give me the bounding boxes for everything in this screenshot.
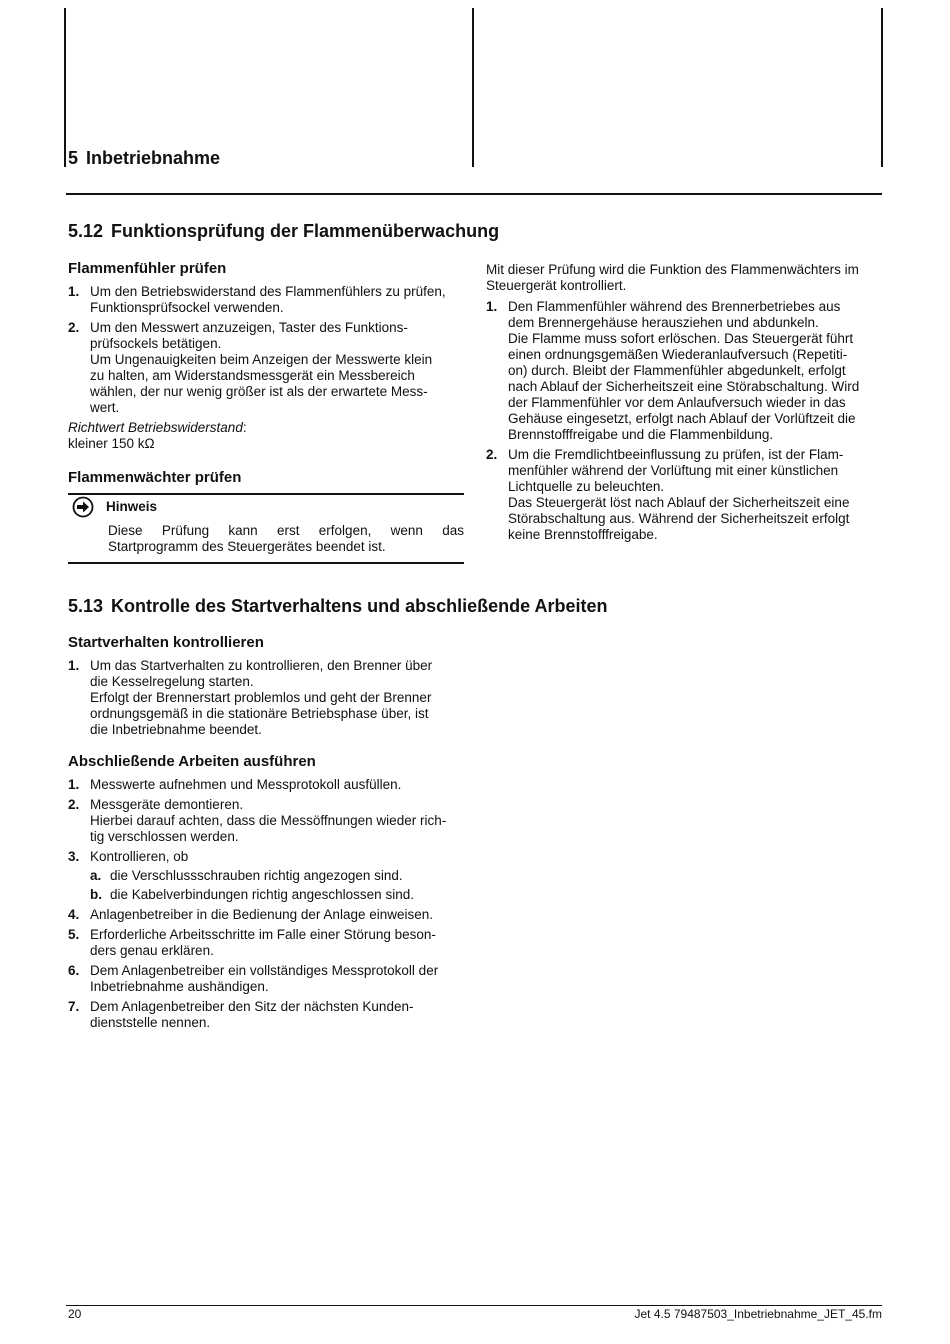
text-line: dem Brennergehäuse herausziehen und abdunkeln. xyxy=(508,315,819,330)
notice-title: Hinweis xyxy=(106,499,158,514)
text-line: Um das Startverhalten zu kontrollieren, den Brenner über xyxy=(90,658,433,673)
text-line: einen ordnungsgemäßen Wiederanlaufversuch (Repetiti- xyxy=(508,347,848,362)
step-number: 6. xyxy=(68,963,80,978)
reference-label: Richtwert Betriebswiderstand xyxy=(68,420,243,435)
page-number: 20 xyxy=(68,1307,82,1321)
section-512-right-column xyxy=(486,262,882,547)
chapter-number: 5 xyxy=(68,148,79,168)
step-number: 5. xyxy=(68,927,80,942)
step-number: 1. xyxy=(68,284,80,299)
step-number: 3. xyxy=(68,849,80,864)
list-item xyxy=(68,797,468,845)
list-item xyxy=(68,777,468,793)
header-frame-line-right xyxy=(881,8,883,167)
text-line: tig verschlossen werden. xyxy=(90,829,239,844)
document-reference: Jet 4.5 79487503_Inbetriebnahme_JET_45.fm xyxy=(634,1307,882,1321)
text-line: dienststelle nennen. xyxy=(90,1015,211,1030)
sub-list xyxy=(90,868,468,903)
text-line: die Kesselregelung starten. xyxy=(90,674,254,689)
text-line: Lichtquelle zu beleuchten. xyxy=(508,479,665,494)
step-number: 7. xyxy=(68,999,80,1014)
section-512-title-text: Funktionsprüfung der Flammenüberwachung xyxy=(111,221,500,241)
list-item xyxy=(68,284,464,316)
flame-sensor-heading: Flammenfühler prüfen xyxy=(68,260,227,277)
text-line: Kontrollieren, ob xyxy=(90,849,189,864)
notice-text: Diese Prüfung kann erst erfolgen, wenn das Startprogramm des Steuergerätes beendet ist. xyxy=(108,523,464,554)
start-behaviour-steps xyxy=(68,658,468,738)
flame-sensor-steps xyxy=(68,284,464,416)
text-line: der Flammenfühler vor dem Anlaufversuch wieder in das xyxy=(508,395,846,410)
text-line: Dem Anlagenbetreiber den Sitz der nächsten Kunden- xyxy=(90,999,414,1014)
text-line: Funktionsprüfsockel verwenden. xyxy=(90,300,284,315)
step-number: 4. xyxy=(68,907,80,922)
list-item xyxy=(486,299,882,443)
step-number: 2. xyxy=(68,320,80,335)
text-line: ders genau erklären. xyxy=(90,943,214,958)
chapter-title: Inbetriebnahme xyxy=(86,148,221,168)
list-item xyxy=(486,447,882,543)
text-line: Den Flammenfühler während des Brennerbetriebes aus xyxy=(508,299,841,314)
list-item xyxy=(68,849,468,903)
flame-monitor-steps xyxy=(486,299,882,543)
text-line: menfühler während der Vorlüftung mit einer künstlichen xyxy=(508,463,839,478)
text-line: Mit dieser Prüfung wird die Funktion des Flammenwächters im xyxy=(486,262,859,277)
step-number: 1. xyxy=(68,658,80,673)
text-line: keine Brennstofffreigabe. xyxy=(508,527,658,542)
text-line: Um den Messwert anzuzeigen, Taster des Funktions- xyxy=(90,320,408,335)
step-number: 2. xyxy=(486,447,498,462)
text-line: die Inbetriebnahme beendet. xyxy=(90,722,262,737)
sub-step-text: die Verschlussschrauben richtig angezogen sind. xyxy=(110,868,403,883)
section-513-title-text: Kontrolle des Startverhaltens und abschließende Arbeiten xyxy=(111,596,608,616)
header-rule xyxy=(66,193,882,195)
text-line: on) durch. Bleibt der Flammenfühler abgedunkelt, erfolgt xyxy=(508,363,846,378)
text-line: nach Ablauf der Sicherheitszeit eine Störabschaltung. Wird xyxy=(508,379,860,394)
sub-list-item xyxy=(90,868,468,884)
text-line: Inbetriebnahme aushändigen. xyxy=(90,979,269,994)
start-behaviour-heading: Startverhalten kontrollieren xyxy=(68,634,264,651)
section-513-number: 5.13 xyxy=(68,596,104,616)
list-item xyxy=(68,658,468,738)
step-number: 1. xyxy=(68,777,80,792)
text-line: Das Steuergerät löst nach Ablauf der Sicherheitszeit eine xyxy=(508,495,850,510)
sub-step-text: die Kabelverbindungen richtig angeschlossen sind. xyxy=(110,887,414,902)
notice-header xyxy=(68,497,464,517)
arrow-right-circle-icon xyxy=(72,496,94,518)
final-work-heading: Abschließende Arbeiten ausführen xyxy=(68,753,316,770)
flame-monitor-intro xyxy=(486,262,882,294)
header-frame-line-middle xyxy=(472,8,474,167)
list-item xyxy=(68,907,468,923)
list-item xyxy=(68,999,468,1031)
sub-step-letter: a. xyxy=(90,868,102,883)
text-line: Messwerte aufnehmen und Messprotokoll ausfüllen. xyxy=(90,777,402,792)
list-item xyxy=(68,320,464,416)
text-line: Um die Fremdlichtbeeinflussung zu prüfen, ist der Flam- xyxy=(508,447,844,462)
text-line: Hierbei darauf achten, dass die Messöffnungen wieder rich- xyxy=(90,813,447,828)
text-line: Steuergerät kontrolliert. xyxy=(486,278,627,293)
text-line: Gehäuse eingesetzt, erfolgt nach Ablauf der Vorlüftzeit die xyxy=(508,411,856,426)
text-line: Erforderliche Arbeitsschritte im Falle einer Störung beson- xyxy=(90,927,436,942)
text-line: Um Ungenauigkeiten beim Anzeigen der Messwerte klein xyxy=(90,352,433,367)
text-line: prüfsockels betätigen. xyxy=(90,336,222,351)
text-line: Messgeräte demontieren. xyxy=(90,797,244,812)
text-line: Erfolgt der Brennerstart problemlos und geht der Brenner xyxy=(90,690,432,705)
reference-colon: : xyxy=(242,420,247,435)
section-512-number: 5.12 xyxy=(68,221,104,241)
text-line: wert. xyxy=(90,400,120,415)
step-number: 2. xyxy=(68,797,80,812)
footer-rule xyxy=(66,1305,882,1306)
text-line: Anlagenbetreiber in die Bedienung der Anlage einweisen. xyxy=(90,907,434,922)
sub-step-letter: b. xyxy=(90,887,102,902)
flame-monitor-heading: Flammenwächter prüfen xyxy=(68,469,242,486)
header-frame-line-left xyxy=(64,8,66,167)
reference-value: kleiner 150 kΩ xyxy=(68,436,155,451)
section-512-left-column xyxy=(68,261,464,564)
step-number: 1. xyxy=(486,299,498,314)
final-work-steps xyxy=(68,777,468,1031)
text-line: ordnungsgemäß in die stationäre Betriebsphase über, ist xyxy=(90,706,429,721)
chapter-heading xyxy=(68,148,220,169)
text-line: zu halten, am Widerstandsmessgerät ein Messbereich xyxy=(90,368,415,383)
text-line: Brennstofffreigabe und die Flammenbildung. xyxy=(508,427,774,442)
list-item xyxy=(68,963,468,995)
notice-box xyxy=(68,493,464,564)
text-line: Um den Betriebswiderstand des Flammenfühlers zu prüfen, xyxy=(90,284,446,299)
list-item xyxy=(68,927,468,959)
text-line: Die Flamme muss sofort erlöschen. Das Steuergerät führt xyxy=(508,331,854,346)
section-512-title xyxy=(68,221,499,242)
text-line: wählen, der nur wenig größer ist als der erwartete Mess- xyxy=(90,384,428,399)
text-line: Störabschaltung aus. Während der Sicherheitszeit erfolgt xyxy=(508,511,850,526)
reference-value-block xyxy=(68,420,464,452)
text-line: Dem Anlagenbetreiber ein vollständiges Messprotokoll der xyxy=(90,963,439,978)
section-513-title xyxy=(68,596,608,617)
section-513-column xyxy=(68,635,468,1035)
sub-list-item xyxy=(90,887,468,903)
